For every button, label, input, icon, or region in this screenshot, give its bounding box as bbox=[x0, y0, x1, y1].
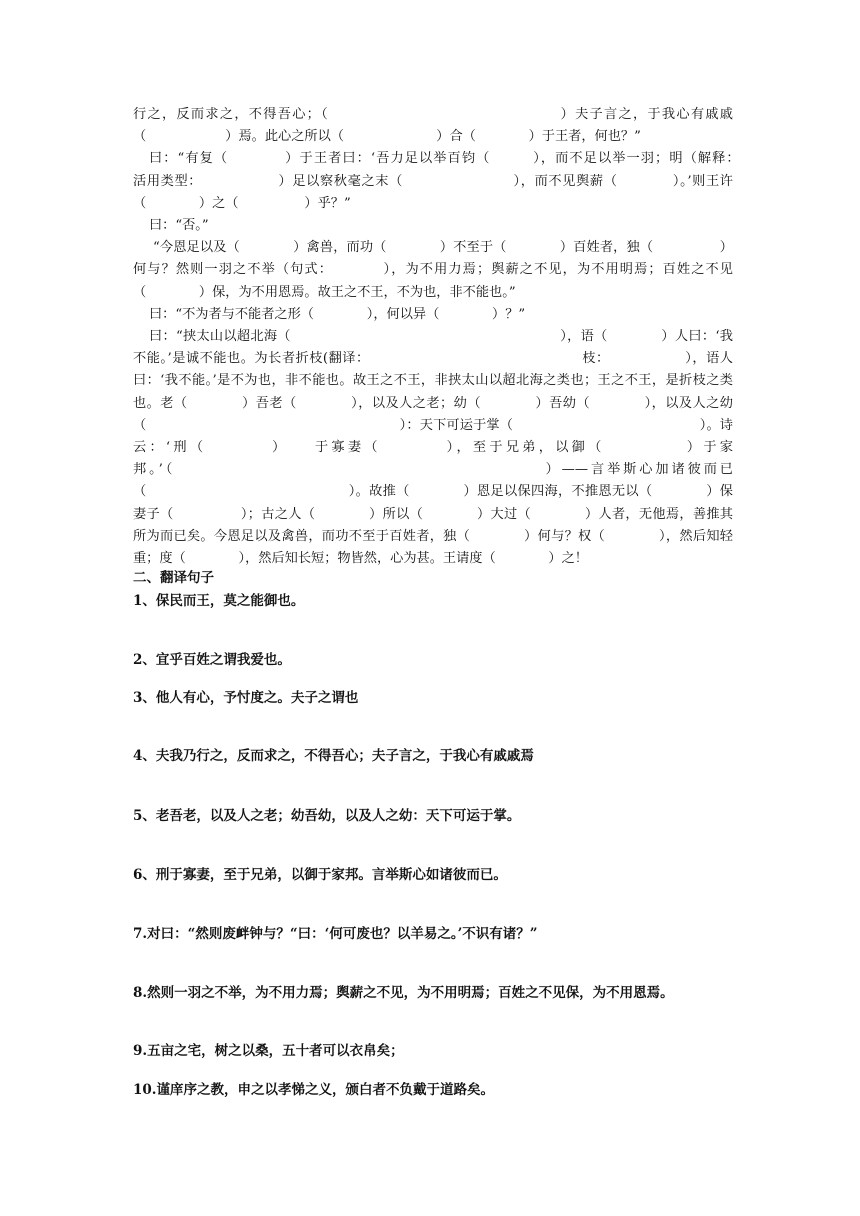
translate-sentence-2: 2、宜乎百姓之谓我爱也。 bbox=[133, 652, 291, 668]
fill-in-passage bbox=[133, 104, 799, 570]
passage-paragraph-6: 曰：“挟太山以超北海（ ），语（ ）人曰：‘我不能。’是诚不能也。为长者折枝(翻译： 枝： ），语人曰：‘我不能。’是不为也，非不能也。故王之不王，非挟太山以超北海之类也；王之不王，是折枝之类也。老（ ）吾老（ ），以及人之老；幼（ ）吾幼（ ），以及人之幼（ ）：天下可运于掌（ ）。诗云：‘刑（ ） 于寡妻（ ），至于兄弟，以御（ ）于家邦。’（ ）——言举斯心加诸彼而已（ ）。故推（ ）恩足以保四海，不推恩无以（ ）保妻子（ ）；古之人（ ）所以（ ）大过（ ）人者，无他焉，善推其所为而已矣。今恩足以及禽兽，而功不至于百姓者，独（ ）何与？权（ ），然后知轻重；度（ ），然后知长短；物皆然，心为甚。王请度（ ）之！ bbox=[133, 329, 733, 567]
translate-sentence-3: 3、他人有心，予忖度之。夫子之谓也 bbox=[133, 690, 359, 706]
passage-paragraph-3: 曰：“否。” bbox=[149, 218, 209, 234]
passage-paragraph-4: “今恩足以及（ ）禽兽，而功（ ）不至于（ ）百姓者，独（ ）何与？然则一羽之不举（句式： ），为不用力焉；舆薪之不见，为不用明焉；百姓之不见（ ）保，为不用恩焉。故王之不王，不为也，非不能也。” bbox=[133, 240, 733, 300]
passage-paragraph-1: 行之，反而求之，不得吾心；（ ）夫子言之，于我心有戚戚（ ）焉。此心之所以（ ）合（ ）于王者，何也？” bbox=[133, 107, 733, 145]
translate-sentence-4: 4、夫我乃行之，反而求之，不得吾心；夫子言之，于我心有戚戚焉 bbox=[133, 748, 534, 764]
section-heading-translate: 二、翻译句子 bbox=[133, 570, 214, 586]
translate-sentence-7: 7.对曰：“然则废衅钟与？“曰：‘何可废也？以羊易之。’不识有诸？” bbox=[133, 926, 538, 942]
translate-sentence-9: 9.五亩之宅，树之以桑，五十者可以衣帛矣； bbox=[133, 1043, 404, 1059]
translate-sentence-10: 10.谨庠序之教，申之以孝悌之义，颁白者不负戴于道路矣。 bbox=[133, 1082, 494, 1098]
passage-paragraph-5: 曰：“不为者与不能者之形（ ），何以异（ ）？” bbox=[149, 306, 526, 322]
passage-paragraph-2: 曰：“有复（ ）于王者曰：‘吾力足以举百钧（ ），而不足以举一羽；明（解释： 活用类型： ）足以察秋毫之末（ ），而不见舆薪（ ）。’则王许（ ）之（ ）乎？” bbox=[133, 151, 799, 211]
translate-sentence-5: 5、老吾老，以及人之老；幼吾幼，以及人之幼：天下可运于掌。 bbox=[133, 808, 521, 824]
translate-sentence-8: 8.然则一羽之不举，为不用力焉；舆薪之不见，为不用明焉；百姓之不见保，为不用恩焉。 bbox=[133, 985, 674, 1001]
translate-sentence-1: 1、保民而王，莫之能御也。 bbox=[133, 593, 305, 609]
translate-sentence-6: 6、刑于寡妻，至于兄弟，以御于家邦。言举斯心如诸彼而已。 bbox=[133, 867, 507, 883]
